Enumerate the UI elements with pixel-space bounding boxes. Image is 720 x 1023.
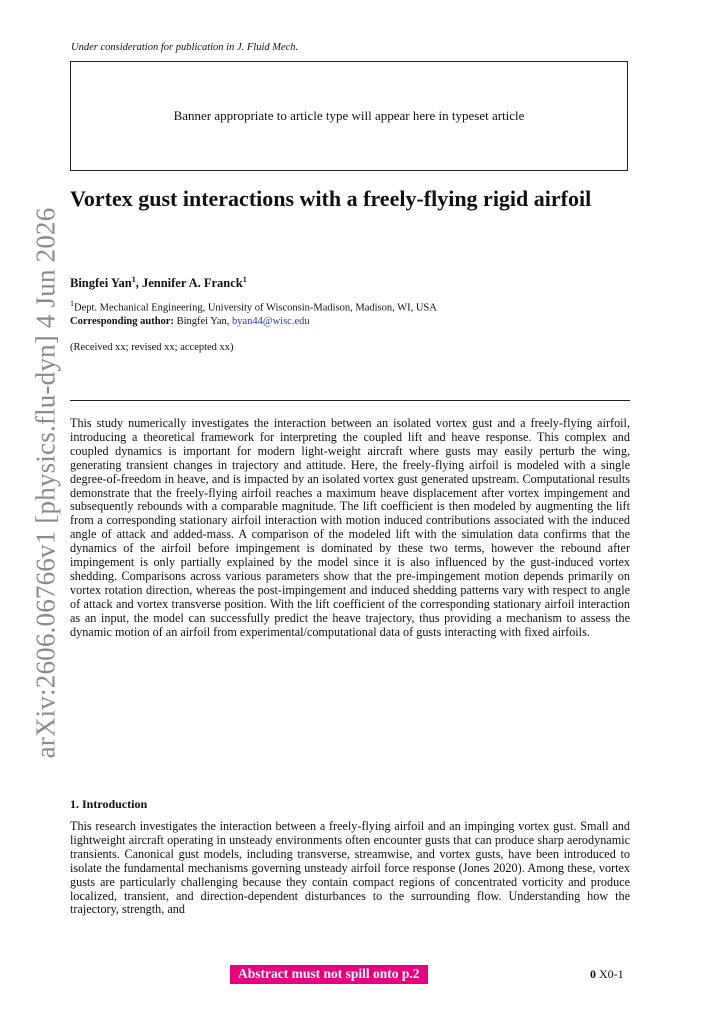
overflow-warning-badge: Abstract must not spill onto p.2 <box>230 965 428 984</box>
author-separator: , <box>135 276 142 291</box>
paper-title: Vortex gust interactions with a freely-flying rigid airfoil <box>70 186 592 211</box>
affiliation-marker: 1 <box>70 299 74 308</box>
page-number-bold: 0 <box>590 967 596 981</box>
affiliation-marker: 1 <box>242 275 247 284</box>
author-list <box>70 275 247 291</box>
affiliation <box>70 299 437 314</box>
section-heading: 1. Introduction <box>70 797 148 811</box>
affiliation-text: Dept. Mechanical Engineering, University of Wisconsin-Madison, Madison, WI, USA <box>74 302 437 314</box>
author-name: Jennifer A. Franck <box>141 276 243 291</box>
page-number-label: X0-1 <box>599 967 624 981</box>
arxiv-identifier: arXiv:2606.06766v1 [physics.flu-dyn] 4 Jun 2026 <box>30 207 61 759</box>
banner-text: Banner appropriate to article type will appear here in typeset article <box>173 108 525 123</box>
affiliation-marker: 1 <box>131 275 136 284</box>
introduction-text: This research investigates the interaction between a freely-flying airfoil and an impinging vortex gust. Small and lightweight aircraft operating in unsteady environments often encounter gusts that can produce sharp aerodynamic transients. Canonical gust models, including transverse, streamwise, and vortex gusts, have been introduced to isolate the fundamental mechanisms governing unsteady airfoil force response (Jones 2020). Among these, vortex gusts are particularly challenging because they contain compact regions of concentrated vorticity and produce localized, transient, and direction-dependent disturbances to the surrounding flow. Understanding how the trajectory, strength, and <box>70 819 630 917</box>
journal-note: Under consideration for publication in J. Fluid Mech. <box>71 42 299 53</box>
corresponding-author <box>70 316 310 327</box>
corresponding-name: Bingfei Yan, <box>176 316 230 327</box>
received-dates: (Received xx; revised xx; accepted xx) <box>70 342 234 353</box>
corresponding-email-link[interactable]: byan44@wisc.edu <box>232 316 310 327</box>
author-name: Bingfei Yan <box>70 276 132 291</box>
article-type-banner <box>70 61 628 171</box>
corresponding-label: Corresponding author: <box>70 316 174 327</box>
abstract-divider <box>70 400 630 401</box>
abstract: This study numerically investigates the interaction between an isolated vortex gust and a freely-flying airfoil, introducing a theoretical framework for interpreting the coupled lift and heave response. This complex and coupled dynamics is important for modern light-weight aircraft where gusts may easily perturb the wing, generating transient changes in trajectory and attitude. Here, the freely-flying airfoil is modeled with a single degree-of-freedom in heave, and is impacted by an isolated vortex gust generated upstream. Computational results demonstrate that the freely-flying airfoil reaches a maximum heave displacement after vortex impingement and subsequently rebounds with a comparable magnitude. The lift coefficient is then modeled by augmenting the lift from a corresponding stationary airfoil interaction with motion induced contributions associated with the induced angle of attack and added-mass. A comparison of the modeled lift with the simulation data confirms that the dynamics of the airfoil before impingement is dominated by these two terms, however the rebound after impingement is only partially explained by the model since it is also influenced by the gust-induced vortex shedding. Comparisons across various parameters show that the pre-impingement motion depends primarily on vortex rotation direction, whereas the post-impingement and induced shedding patterns vary with respect to angle of attack and vortex transverse position. With the lift coefficient of the corresponding stationary airfoil interaction as an input, the model can successfully predict the heave trajectory, thus providing a mechanism to assess the dynamic motion of an airfoil from experimental/computational data of gusts interacting with fixed airfoils. <box>70 416 630 639</box>
page-number <box>590 967 624 982</box>
